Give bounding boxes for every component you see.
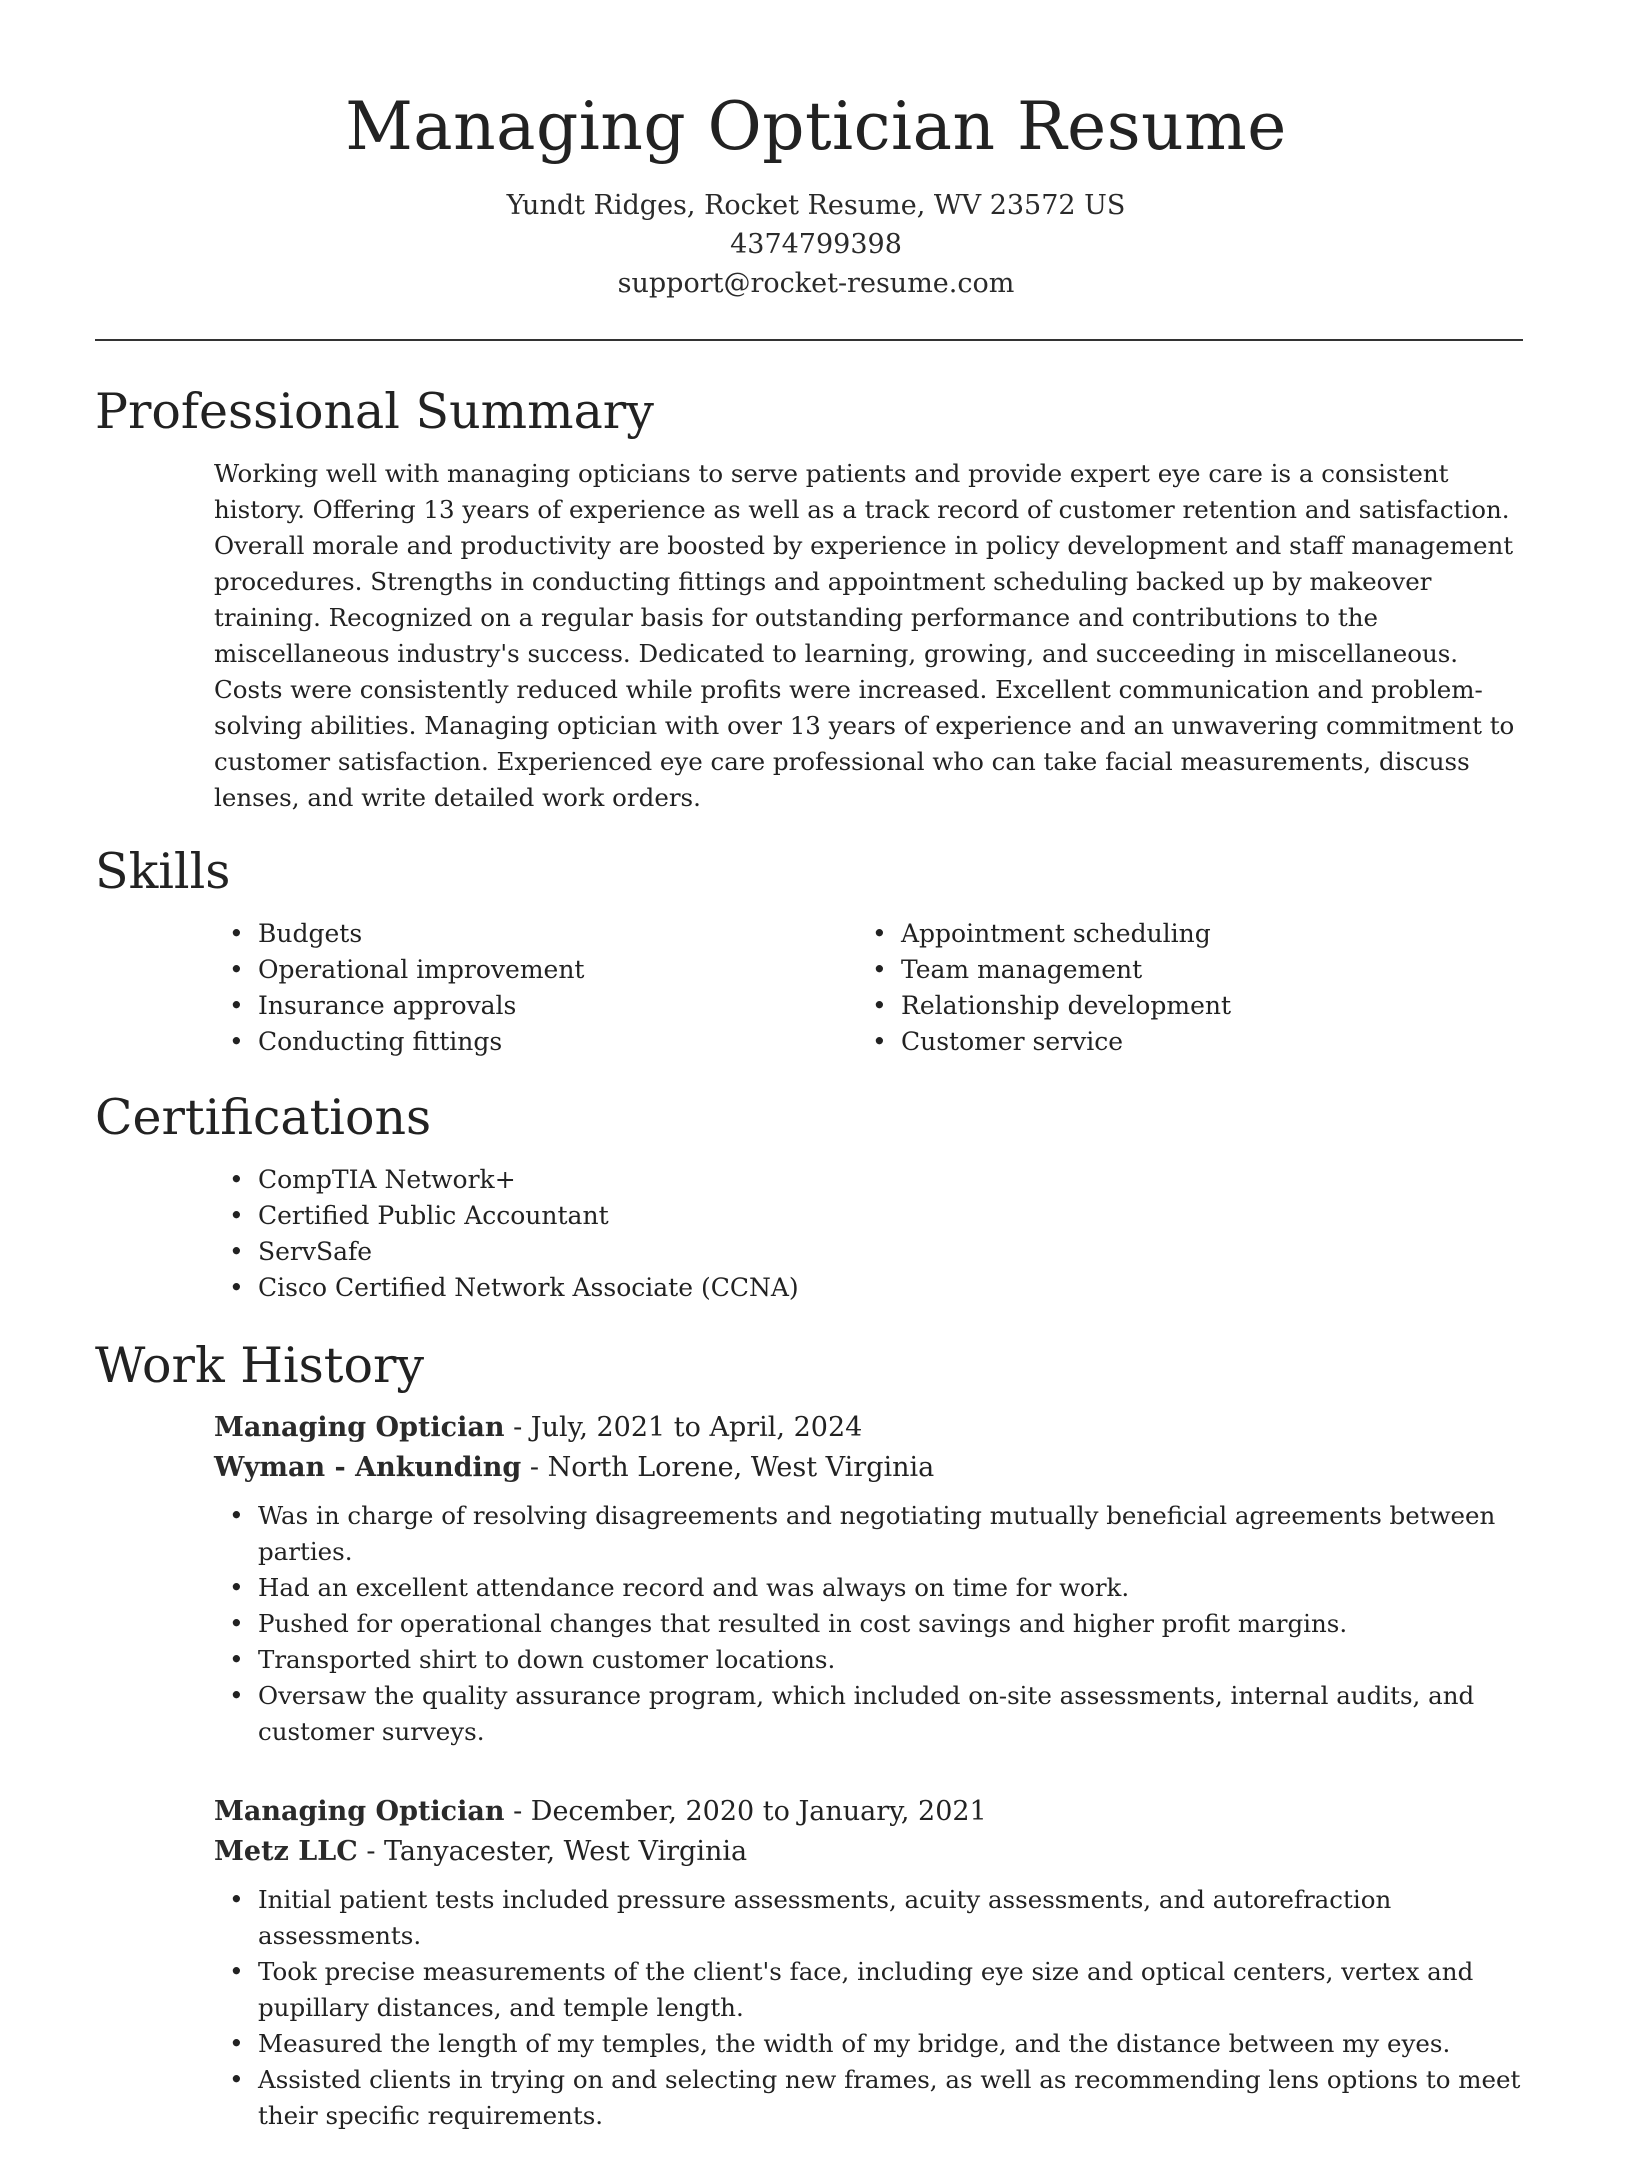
skills-column-right [857, 916, 1500, 1060]
job-title-line [214, 1408, 1534, 1448]
resume-body [95, 370, 1523, 2176]
job-company: Metz LLC [214, 1836, 358, 1867]
summary-section [95, 370, 1523, 816]
job-dates: - July, 2021 to April, 2024 [504, 1412, 863, 1443]
job-bullet: • Oversaw the quality assurance program, which included on-site assessments, internal audits, and customer surveys. [214, 1678, 1534, 1750]
job-bullets [214, 1498, 1534, 1750]
certification-item: • ServSafe [214, 1234, 1523, 1270]
header-divider [95, 339, 1523, 341]
job-bullet: • Measured the length of my temples, the width of my bridge, and the distance between my eyes. [214, 2026, 1534, 2062]
summary-text: Working well with managing opticians to serve patients and provide expert eye care is a consistent history. Offering 13 years of experience as well as a track record of customer retention and satisfaction. Overall morale and productivity are boosted by experience in policy development and staff management procedures. Strengths in conducting fittings and appointment scheduling backed up by makeover training. Recognized on a regular basis for outstanding performance and contributions to the miscellaneous industry's success. Dedicated to learning, growing, and succeeding in miscellaneous. Costs were consistently reduced while profits were increased. Excellent communication and problem-solving abilities. Managing optician with over 13 years of experience and an unwavering commitment to customer satisfaction. Experienced eye care professional who can take facial measurements, discuss lenses, and write detailed work orders. [214, 459, 1515, 812]
skills-column-left [214, 916, 857, 1060]
work-history-heading: Work History [95, 1337, 425, 1394]
skill-item: • Budgets [214, 916, 857, 952]
job-dates: - December, 2020 to January, 2021 [504, 1796, 987, 1827]
certification-item: • Cisco Certified Network Associate (CCNA) [214, 1270, 1523, 1306]
resume-header [0, 0, 1632, 303]
certifications-heading: Certifications [95, 1089, 432, 1146]
job-bullet: • Assisted clients in trying on and selecting new frames, as well as recommending lens options to meet their specific requirements. [214, 2062, 1534, 2134]
job-entry [214, 1408, 1534, 1750]
resume-title: Managing Optician Resume [345, 88, 1287, 165]
job-bullet: • Initial patient tests included pressure assessments, acuity assessments, and autorefraction assessments. [214, 1882, 1534, 1954]
job-bullets [214, 1882, 1534, 2134]
skills-section [95, 830, 1523, 1060]
skill-item: • Customer service [857, 1024, 1500, 1060]
job-location: - North Lorene, West Virginia [521, 1452, 935, 1483]
job-title: Managing Optician [214, 1796, 505, 1827]
job-title: Managing Optician [214, 1412, 505, 1443]
job-company: Wyman - Ankunding [214, 1452, 522, 1483]
job-company-line [214, 1832, 1534, 1872]
certification-item: • CompTIA Network+ [214, 1162, 1523, 1198]
skills-heading: Skills [95, 843, 231, 900]
job-title-line [214, 1792, 1534, 1832]
work-history-section [95, 1324, 1523, 2134]
skill-item: • Team management [857, 952, 1500, 988]
skill-item: • Appointment scheduling [857, 916, 1500, 952]
skill-item: • Insurance approvals [214, 988, 857, 1024]
job-bullet: • Took precise measurements of the client's face, including eye size and optical centers, vertex and pupillary distances, and temple length. [214, 1954, 1534, 2026]
job-bullet: • Was in charge of resolving disagreements and negotiating mutually beneficial agreements between parties. [214, 1498, 1534, 1570]
contact-email: support@rocket-resume.com [617, 268, 1015, 299]
contact-block [0, 186, 1632, 303]
certifications-list [214, 1162, 1523, 1306]
skill-item: • Relationship development [857, 988, 1500, 1024]
job-company-line [214, 1448, 1534, 1488]
contact-phone: 4374799398 [730, 229, 902, 260]
summary-heading: Professional Summary [95, 383, 654, 440]
skill-item: • Conducting fittings [214, 1024, 857, 1060]
job-bullet: • Had an excellent attendance record and was always on time for work. [214, 1570, 1534, 1606]
job-location: - Tanyacester, West Virginia [357, 1836, 748, 1867]
certification-item: • Certified Public Accountant [214, 1198, 1523, 1234]
job-entry [214, 1792, 1534, 2134]
skill-item: • Operational improvement [214, 952, 857, 988]
skills-grid [214, 916, 1523, 1060]
job-bullet: • Transported shirt to down customer locations. [214, 1642, 1534, 1678]
contact-address: Yundt Ridges, Rocket Resume, WV 23572 US [506, 190, 1126, 221]
job-bullet: • Pushed for operational changes that resulted in cost savings and higher profit margins. [214, 1606, 1534, 1642]
certifications-section [95, 1076, 1523, 1306]
